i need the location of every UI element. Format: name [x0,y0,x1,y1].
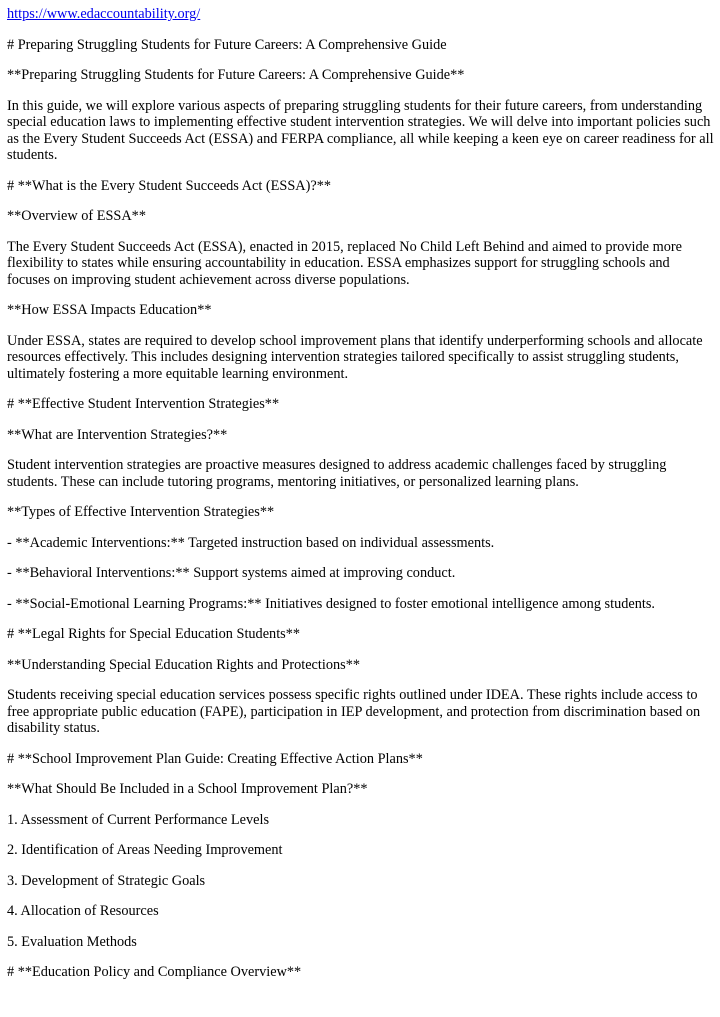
subheading-what-are-strategies: **What are Intervention Strategies?** [7,426,228,443]
heading-intervention-strategies: # **Effective Student Intervention Strategies** [7,396,280,412]
list-item-1: 1. Assessment of Current Performance Levels [7,811,270,828]
list-item-3: 3. Development of Strategic Goals [7,872,206,889]
list-item-2: 2. Identification of Areas Needing Improvement [7,842,283,858]
heading-essa: # **What is the Every Student Succeeds Act (ESSA)?** [7,177,331,194]
list-item-academic: - **Academic Interventions:** Targeted instruction based on individual assessments. [7,534,495,551]
paragraph-essa-impacts: Under ESSA, states are required to develop school improvement plans that identify underperforming schools and allocate resources effectively. This includes designing intervention strategies tailored specifically to assist struggling students, ultimately fostering a more equitable learning environment. [7,332,703,382]
intro-paragraph: In this guide, we will explore various aspects of preparing struggling students for their future careers, from understanding special education laws to implementing effective student intervention strategies. We will delve into important policies such as the Every Student Succeeds Act (ESSA) and FERPA compliance, all while keeping a keen eye on career readiness for all students. [7,97,714,163]
heading-legal-rights: # **Legal Rights for Special Education Students** [7,626,301,642]
paragraph-strategies: Student intervention strategies are proactive measures designed to address academic challenges faced by struggling students. These can include tutoring programs, mentoring initiatives, or personalized learning plans. [7,457,667,490]
list-item-behavioral: - **Behavioral Interventions:** Support systems aimed at improving conduct. [7,565,456,581]
paragraph-special-ed-rights: Students receiving special education services possess specific rights outlined under IDEA. These rights include access to free appropriate public education (FAPE), participation in IEP development, and protection from discrimination based on disability status. [7,687,701,736]
subheading-types-strategies: **Types of Effective Intervention Strategies** [7,504,275,520]
list-item-5: 5. Evaluation Methods [7,933,137,950]
subheading-essa-impacts: **How ESSA Impacts Education** [7,302,212,318]
subheading-overview-essa: **Overview of ESSA** [7,208,146,224]
subheading-plan-contents: **What Should Be Included in a School Improvement Plan?** [7,781,368,797]
doc-title-bold: **Preparing Struggling Students for Future Careers: A Comprehensive Guide** [7,67,465,83]
list-item-4: 4. Allocation of Resources [7,903,159,919]
source-url-link[interactable]: https://www.edaccountability.org/ [7,6,201,22]
subheading-special-ed-rights: **Understanding Special Education Rights and Protections** [7,656,360,673]
list-item-sel: - **Social-Emotional Learning Programs:** Initiatives designed to foster emotional intelligence among students. [7,595,655,612]
heading-school-improvement: # **School Improvement Plan Guide: Creating Effective Action Plans** [7,750,423,767]
paragraph-essa-overview: The Every Student Succeeds Act (ESSA), enacted in 2015, replaced No Child Left Behind and aimed to provide more flexibility to states while ensuring accountability in education. ESSA emphasizes support for struggling schools and focuses on improving student achievement across diverse populations. [7,238,682,288]
doc-title-markdown: # Preparing Struggling Students for Future Careers: A Comprehensive Guide [7,36,447,53]
heading-policy-compliance: # **Education Policy and Compliance Overview** [7,964,302,980]
